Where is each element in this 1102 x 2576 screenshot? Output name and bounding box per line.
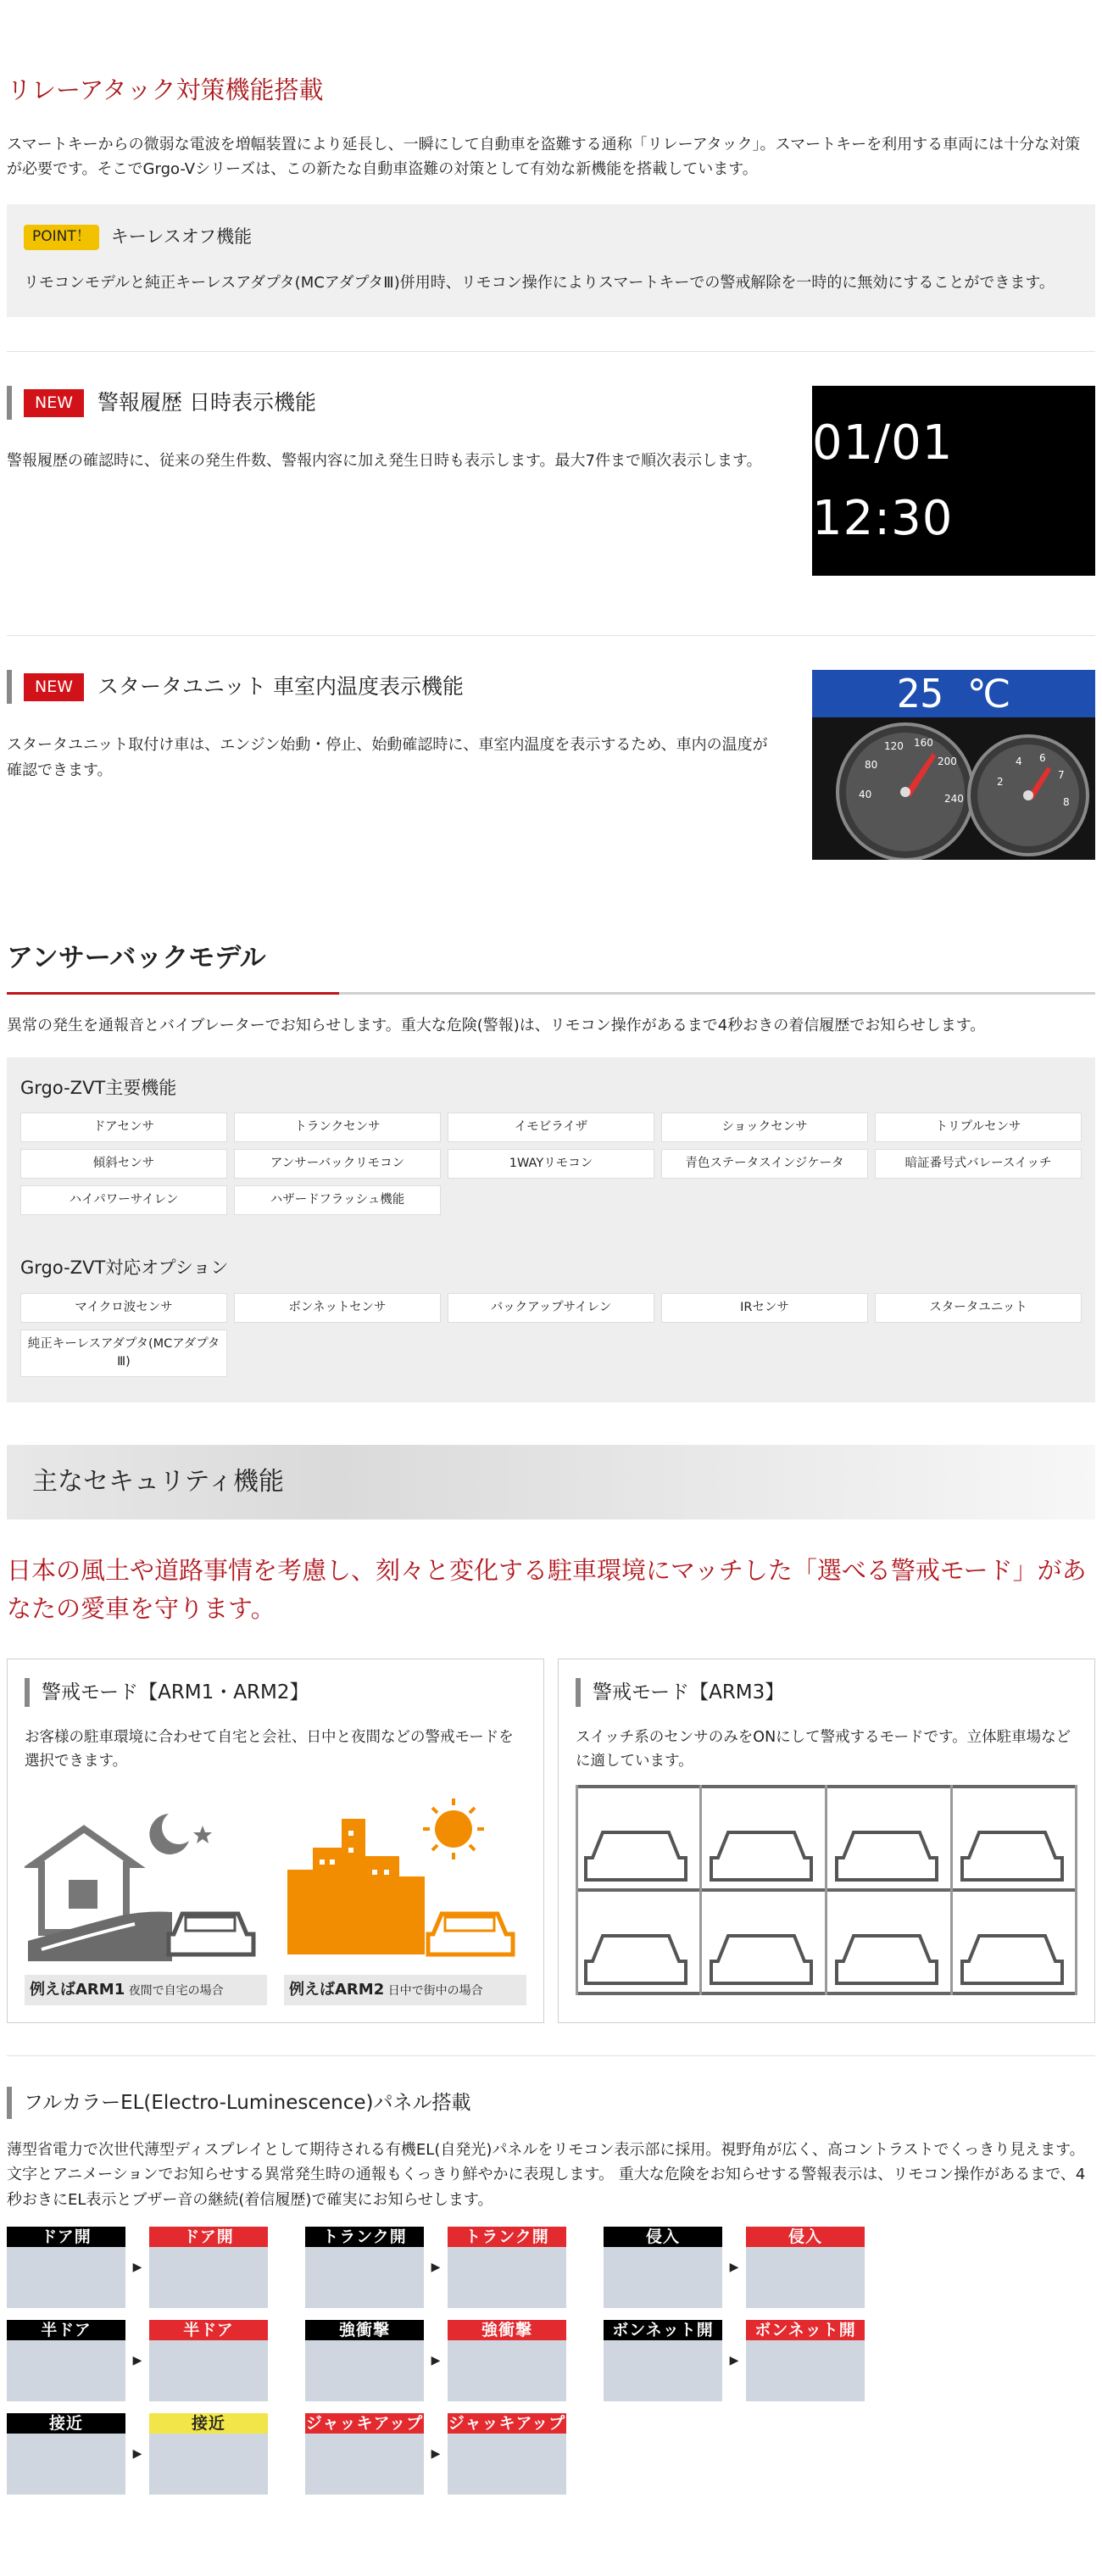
temp-feature (7, 670, 1095, 860)
el-tile-label: ドア開 (149, 2227, 268, 2247)
relay-description: スマートキーからの微弱な電波を増幅装置により延長し、一瞬にして自動車を盗難する通称「リレーアタック」。スマートキーを利用する車両には十分な対策が必要です。そこでGrgo-Vシリーズは、この新たな自動車盗難の対策として有効な新機能を搭載しています。 (7, 135, 1081, 179)
el-title: フルカラーEL(Electro-Luminescence)パネル搭載 (7, 2087, 1095, 2119)
el-description: 薄型省電力で次世代薄型ディスプレイとして期待される有機EL(自発光)パネルをリモコン表示部に採用。視野角が広く、高コントラストでくっきり見えます。 文字とアニメーションでお知らせする異常発生時の通報もくっきり鮮やかに表現します。 重大な危険をお知らせする警報表示は、リモコン操作があるまで、4秒おきにEL表示とブザー音の継続(着信履歴)で確実にお知らせします。 (7, 2140, 1086, 2210)
el-tile-label: 接近 (149, 2413, 268, 2434)
svg-text:80: 80 (865, 759, 878, 772)
mode1-title: 警戒モード【ARM1・ARM2】 (25, 1678, 526, 1707)
el-tile-label: ジャッキアップ (305, 2413, 424, 2433)
point-description: リモコンモデルと純正キーレスアダプタ(MCアダプタⅢ)併用時、リモコン操作によりスマートキーでの警戒解除を一時的に無効にすることができます。 (24, 273, 1055, 292)
option-cell: IRセンサ (661, 1293, 868, 1323)
mode-card-arm1-arm2 (7, 1659, 544, 2023)
temp-text (7, 670, 770, 860)
mode1-description: お客様の駐車環境に合わせて自宅と会社、日中と夜間などの警戒モードを選択できます。 (25, 1728, 514, 1770)
arrow-icon: ▶ (729, 2353, 739, 2367)
answerback-title: アンサーバックモデル (7, 943, 266, 974)
history-heading (7, 386, 770, 420)
mode3-title: 警戒モード【ARM3】 (576, 1678, 1077, 1707)
arm2-caption-small: 日中で街中の場合 (387, 1983, 483, 1998)
el-tile-normal (604, 2320, 722, 2401)
options-heading: Grgo-ZVT対応オプション (20, 1257, 229, 1279)
el-pair (604, 2227, 890, 2308)
security-banner: 主なセキュリティ機能 (7, 1445, 1095, 1519)
history-feature (7, 386, 1095, 576)
parking-garage-illustration (576, 1785, 1077, 1995)
el-tile-label: 接近 (7, 2413, 125, 2434)
el-tile-normal (305, 2227, 424, 2308)
el-tile-alert (448, 2320, 566, 2401)
option-cell: スタータユニット (875, 1293, 1082, 1323)
point-header (24, 223, 1078, 252)
mode-card-arm3 (558, 1659, 1095, 2023)
temp-meter-image (812, 670, 1095, 860)
el-tile-alert (149, 2227, 268, 2308)
gauge-graphic (812, 717, 1095, 860)
feature-cell: ハイパワーサイレン (20, 1185, 227, 1215)
el-section (7, 2087, 1095, 2495)
feature-cell: ドアセンサ (20, 1112, 227, 1142)
el-tile-normal (7, 2227, 125, 2308)
option-cell: ボンネットセンサ (234, 1293, 441, 1323)
svg-text:40: 40 (859, 789, 872, 801)
el-tile-normal (7, 2320, 125, 2401)
mode3-description: スイッチ系のセンサのみをONにして警戒するモードです。立体駐車場などに適しています。 (576, 1728, 1071, 1770)
arrow-icon: ▶ (431, 2446, 441, 2461)
option-cell: 純正キーレスアダプタ(MCアダプタⅢ) (20, 1330, 227, 1377)
el-pair (7, 2227, 293, 2308)
el-tile-alert (746, 2227, 865, 2308)
temp-heading (7, 670, 770, 704)
el-tile-alert (448, 2227, 566, 2308)
el-pair (305, 2320, 592, 2401)
el-tile-label: ドア開 (7, 2227, 125, 2247)
arm2-caption-strong: 例えばARM2 (289, 1980, 385, 1999)
el-tile-alert (149, 2320, 268, 2401)
point-title: キーレスオフ機能 (110, 226, 253, 248)
temp-description: スタータユニット取付け車は、エンジン始動・停止、始動確認時に、車室内温度を表示するため、車内の温度が確認できます。 (7, 736, 768, 780)
relay-title: リレーアタック対策機能搭載 (7, 75, 324, 104)
point-badge: POINT！ (24, 225, 99, 250)
security-section (7, 1445, 1095, 2023)
el-tile-label: 強衝撃 (305, 2320, 424, 2340)
security-lead: 日本の風土や道路事情を考慮し、刻々と変化する駐車環境にマッチした「選べる警戒モード」があなたの愛車を守ります。 (7, 1555, 1087, 1623)
main-features-grid (20, 1112, 1082, 1215)
el-pair (7, 2320, 293, 2401)
option-cell: バックアップサイレン (448, 1293, 654, 1323)
el-tile-alert (746, 2320, 865, 2401)
el-tile-normal (604, 2227, 722, 2308)
mode1-illustrations (25, 1788, 526, 2006)
feature-cell: 青色ステータスインジケータ (661, 1149, 868, 1179)
el-tile-label: ボンネット開 (604, 2320, 722, 2340)
el-tile-label: トランク開 (448, 2227, 566, 2247)
answerback-description: 異常の発生を通報音とバイブレーターでお知らせします。重大な危険(警報)は、リモコン操作があるまで4秒おきの着信履歴でお知らせします。 (7, 1016, 986, 1034)
arm1-caption (25, 1975, 267, 2006)
el-display-grid (7, 2227, 1095, 2495)
feature-cell: トランクセンサ (234, 1112, 441, 1142)
el-tile-normal (305, 2413, 424, 2495)
svg-text:160: 160 (914, 737, 933, 750)
arrow-icon: ▶ (132, 2446, 142, 2461)
el-pair (604, 2320, 890, 2401)
el-tile-label: 侵入 (746, 2227, 865, 2247)
divider (7, 635, 1095, 636)
svg-text:6: 6 (1039, 752, 1046, 765)
svg-text:200: 200 (938, 756, 957, 768)
feature-cell: 1WAYリモコン (448, 1149, 654, 1179)
divider (7, 2055, 1095, 2056)
feature-cell: ハザードフラッシュ機能 (234, 1185, 441, 1215)
el-tile-label: トランク開 (305, 2227, 424, 2247)
svg-text:120: 120 (884, 740, 904, 753)
el-tile-normal (305, 2320, 424, 2401)
night-home-illustration (25, 1788, 267, 1966)
el-pair (305, 2227, 592, 2308)
history-display-image: 01/01 12:30 (812, 386, 1095, 576)
feature-cell: ショックセンサ (661, 1112, 868, 1142)
arrow-icon: ▶ (132, 2260, 142, 2274)
svg-text:2: 2 (997, 776, 1004, 789)
feature-cell: 暗証番号式バレースイッチ (875, 1149, 1082, 1179)
answerback-section (7, 938, 1095, 1402)
options-grid (20, 1293, 1082, 1377)
arrow-icon: ▶ (431, 2353, 441, 2367)
new-badge: NEW (24, 673, 84, 701)
el-pair (305, 2413, 592, 2495)
temp-title: スタータユニット 車室内温度表示機能 (97, 674, 464, 700)
history-description: 警報履歴の確認時に、従来の発生件数、警報内容に加え発生日時も表示します。最大7件まで順次表示します。 (7, 452, 762, 471)
features-box (7, 1057, 1095, 1402)
temp-readout: 25 ℃ (812, 670, 1095, 717)
history-title: 警報履歴 日時表示機能 (97, 390, 316, 415)
el-tile-alert (149, 2413, 268, 2495)
svg-text:240: 240 (944, 793, 964, 806)
arrow-icon: ▶ (431, 2260, 441, 2274)
el-tile-label: 侵入 (604, 2227, 722, 2247)
day-city-illustration (284, 1788, 526, 1966)
feature-cell: トリプルセンサ (875, 1112, 1082, 1142)
arrow-icon: ▶ (132, 2353, 142, 2367)
relay-section (7, 0, 1095, 317)
el-tile-label: ジャッキアップ (448, 2413, 566, 2433)
svg-text:8: 8 (1063, 796, 1070, 809)
el-tile-label: 半ドア (149, 2320, 268, 2340)
el-tile-normal (7, 2413, 125, 2495)
point-box (7, 204, 1095, 317)
el-tile-label: ボンネット開 (746, 2320, 865, 2340)
section-underline (7, 992, 1095, 995)
divider (7, 351, 1095, 352)
el-tile-label: 強衝撃 (448, 2320, 566, 2340)
new-badge: NEW (24, 389, 84, 417)
history-text (7, 386, 770, 576)
feature-cell: 傾斜センサ (20, 1149, 227, 1179)
arm1-caption-small: 夜間で自宅の場合 (128, 1983, 224, 1998)
el-tile-alert (448, 2413, 566, 2495)
el-tile-label: 半ドア (7, 2320, 125, 2340)
feature-cell: イモビライザ (448, 1112, 654, 1142)
arm1-illustration (25, 1788, 267, 2006)
mode-cards (7, 1659, 1095, 2023)
svg-text:7: 7 (1058, 769, 1065, 782)
arrow-icon: ▶ (729, 2260, 739, 2274)
option-cell: マイクロ波センサ (20, 1293, 227, 1323)
svg-text:4: 4 (1016, 756, 1022, 768)
feature-cell: アンサーバックリモコン (234, 1149, 441, 1179)
main-features-heading: Grgo-ZVT主要機能 (20, 1077, 177, 1098)
arm2-illustration (284, 1788, 526, 2006)
arm1-caption-strong: 例えばARM1 (30, 1980, 125, 1999)
el-pair (7, 2413, 293, 2495)
arm2-caption (284, 1975, 526, 2006)
